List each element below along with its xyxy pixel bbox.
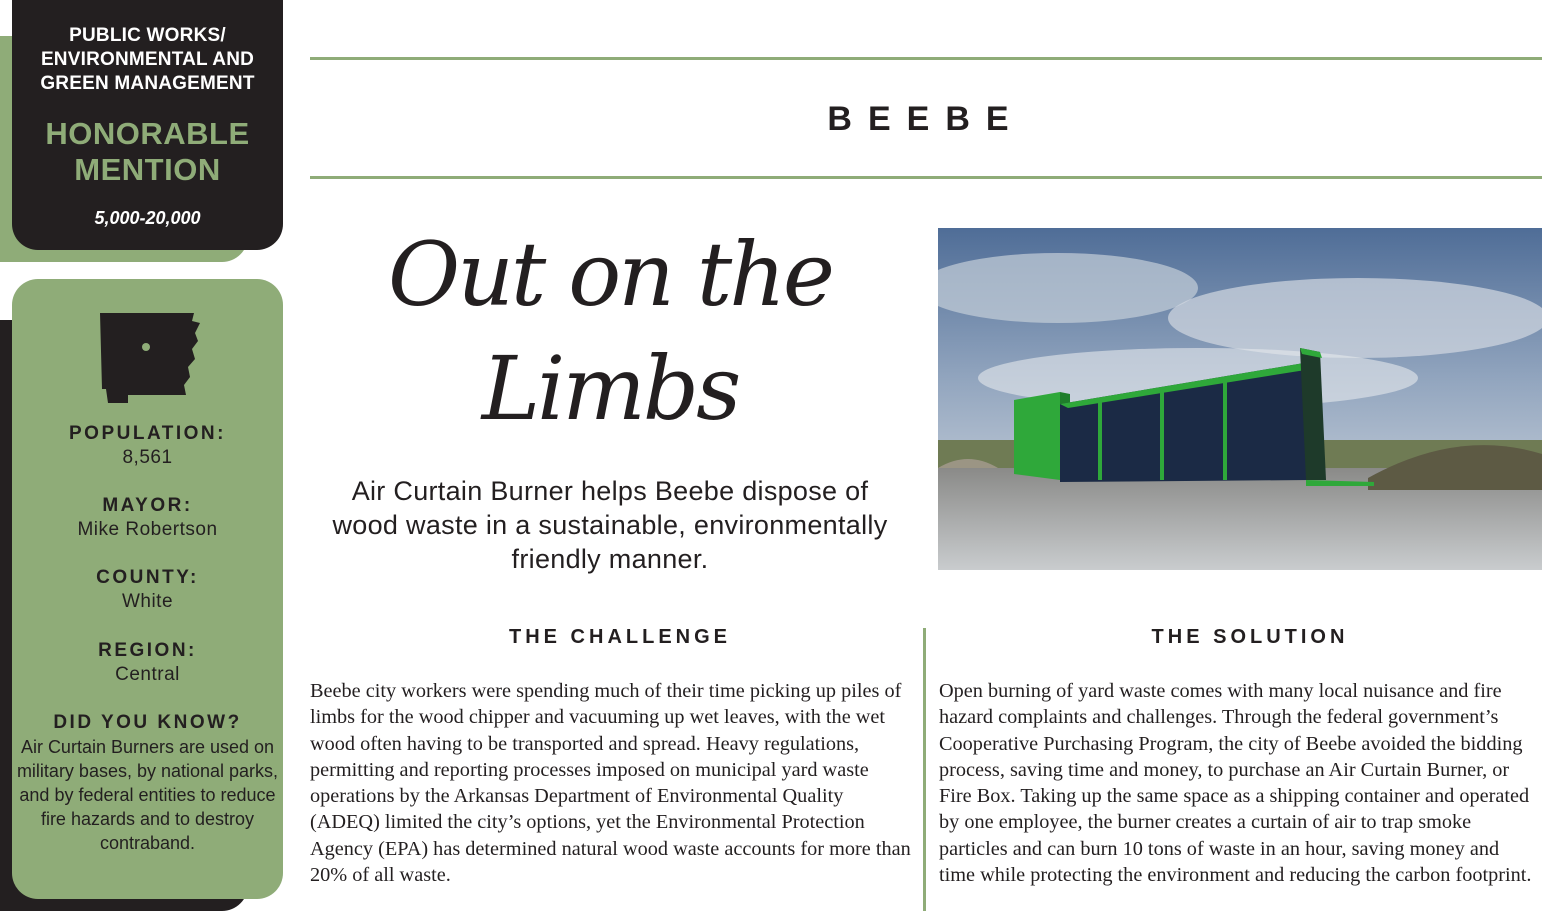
solution-heading: THE SOLUTION: [1151, 626, 1349, 648]
award-card: [12, 0, 283, 250]
article-headline: Out on the Limbs: [388, 223, 832, 440]
challenge-text: Beebe city workers were spending much of their time picking up piles of limbs for the wood chipper and vacuuming up wet leaves, with the wet wood often having to be transported and spread. Heavy regulations, permitting and reporting processes imposed on municipal yard waste operations by the Arkansas Department of Environmental Quality (ADEQ) limited the city’s options, yet the Environmental Protection Agency (EPA) has determined natural wood waste accounts for more than 20% of all waste.: [310, 680, 911, 887]
stat-label: POPULATION:: [69, 423, 226, 444]
did-you-know-label: DID YOU KNOW?: [53, 712, 242, 733]
solution-text: Open burning of yard waste comes with many local nuisance and fire hazard complaints and challenges. Through the federal government’s Cooperative Purchasing Program, the city of Beebe avoided the bidding process, saving time and money, to purchase an Air Curtain Burner, or Fire Box. Taking up the same space as a shipping container and operated by one employee, the burner creates a curtain of air to trap smoke particles and can burn 10 tons of waste in an hour, saving money and time while protecting the environment and reducing the carbon footprint.: [939, 680, 1532, 887]
award-category: PUBLIC WORKS/ ENVIRONMENTAL AND GREEN MANAGEMENT: [40, 25, 255, 94]
award-title: HONORABLE MENTION: [45, 116, 250, 187]
population-range: 5,000-20,000: [94, 208, 201, 228]
stat-label: MAYOR:: [102, 495, 193, 516]
air-curtain-burner-photo: [938, 228, 1542, 570]
column-divider: [923, 628, 926, 911]
stat-value: Central: [115, 664, 180, 685]
stat-label: COUNTY:: [96, 567, 199, 588]
city-name: BEEBE: [827, 100, 1025, 138]
stat-label: REGION:: [98, 640, 197, 661]
stat-value: 8,561: [122, 447, 173, 468]
stat-mayor: [12, 494, 283, 542]
stat-population: [12, 422, 283, 470]
did-you-know-text: Air Curtain Burners are used on military bases, by national parks, and by federal entities to reduce fire hazards and to destroy contraband.: [16, 737, 279, 853]
did-you-know: [16, 711, 279, 855]
article-subheadline: Air Curtain Burner helps Beebe dispose of wood waste in a sustainable, environmentally friendly manner.: [332, 476, 888, 574]
stat-county: [12, 566, 283, 614]
arkansas-map-icon: [98, 311, 202, 403]
stat-value: White: [121, 591, 174, 612]
header-top-rule: [310, 57, 1542, 60]
challenge-heading: THE CHALLENGE: [509, 626, 731, 648]
city-info-card: [12, 279, 283, 899]
stat-region: [12, 639, 283, 687]
header-bottom-rule: [310, 176, 1542, 179]
stat-value: Mike Robertson: [77, 519, 218, 540]
